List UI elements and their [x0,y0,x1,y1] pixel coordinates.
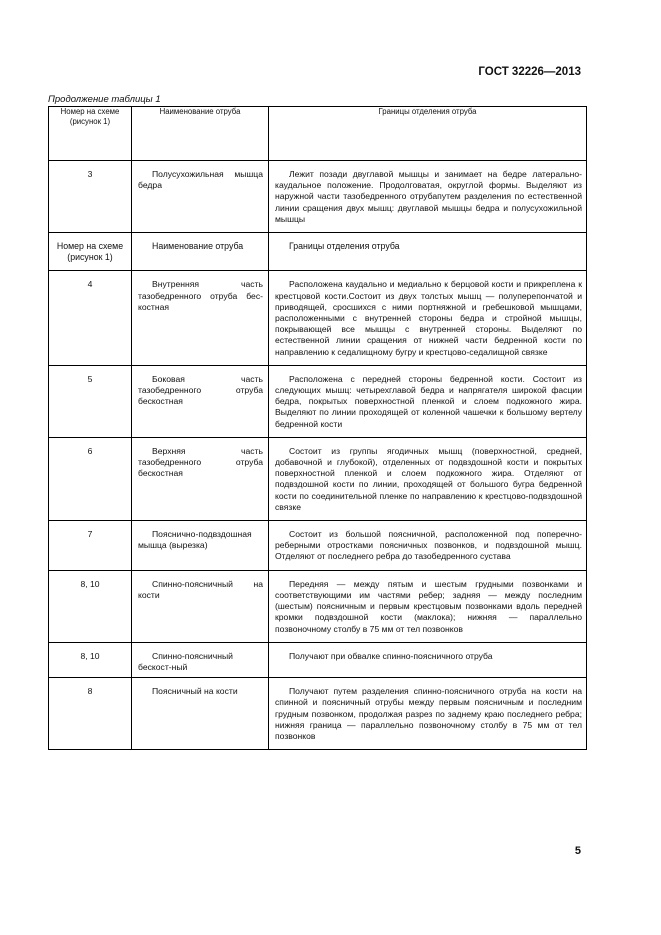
repeated-header-row [49,233,587,271]
table-row [49,678,587,750]
header-name: Наименование отруба [132,107,269,161]
row-name: Боковая часть тазобедренного отруба бескостная [138,373,263,407]
table-caption: Продолжение таблицы 1 [48,94,161,105]
standard-number: ГОСТ 32226—2013 [478,66,581,78]
row-description: Состоит из большой поясничной, расположенной под поперечно-реберными отростками поясничных позвонков, и подвздошной мышц. Отделяют от последнего ребра до тазобедренного сустава [275,529,582,562]
row-description: Лежит позади двуглавой мышцы и занимает на бедре латерально-каудальное положение. Продолговатая, округлой формы. Выделяют из наружной части тазобедренного отрубапутем разделения по естественной линии сращения двух мышц: двуглавой мышцы бедра и полусухожильной мышцы [275,169,582,224]
row-description: Расположена каудально и медиально к берцовой кости и прикреплена к крестцовой кости.Состоит из двух толстых мышц — полуперепончатой и приводящей, сросшихся с ними портняжной и гребешковой мышцами, расположенными с внутренней стороны бедра и стройной мышцы, покрывающей все мышцы с внутренней стороны. Выделяют по естественной линии сращения от нижней части бедренной кости по направлению к седалищному бугру и крестцово-седалищной связке [275,279,582,357]
table-header-row [49,107,587,161]
repeated-header-boundaries: Границы отделения отруба [289,241,400,252]
table-row [49,437,587,520]
header-boundaries: Границы отделения отруба [269,107,587,161]
row-number: 3 [87,169,93,179]
row-description: Состоит из группы ягодичных мышц (поверхностной, средней, добавочной и глубокой), отделенных от подвздошной кости и покрытых поверхностной пленкой и слоем подкожного жира. Отделяют от подвздошной кости по линии, проходящей от большого бугра бедренной кости по соединительной пленке по направлению к крестцово-подвздошной связке [275,445,582,512]
row-number: 6 [87,445,93,456]
row-description: Получают при обвалке спинно-поясничного отруба [289,650,493,661]
header-number [49,107,132,161]
row-number: 8, 10 [80,650,100,661]
table-row [49,570,587,642]
row-number: 7 [87,529,93,540]
row-description: Получают путем разделения спинно-поясничного отруба на кости на спинной и поясничный отрубы между первым поясничным и последним грудным позвонком, продолжая разрез по заднему краю последнего ребра; нижняя граница — параллельно позвоночному столбу в 75 мм от тел позвонков [275,686,582,741]
table-row [49,365,587,437]
row-number: 5 [87,373,93,384]
row-number: 8 [87,686,93,697]
row-name: Внутренняя часть тазобедренного отруба бес-костная [138,279,263,312]
repeated-header-number: Номер на схеме (рисунок 1) [56,241,124,263]
row-name: Поясничный на кости [152,686,238,697]
table-row [49,642,587,677]
row-name: Полусухожильная мышца бедра [138,169,263,191]
row-name: Спинно-поясничный бескост-ный [138,650,233,672]
row-description: Расположена с передней стороны бедренной кости. Состоит из следующих мышц: четырехглавой бедра и напрягателя широкой фасции бедра, покрытых поверхностной пленкой и слоем подкожного жира. Выделяют по линии проходящей от коленной чашечки к большому вертелу бедренной кости [275,373,582,429]
row-name: Верхняя часть тазобедренного отруба бескостная [138,445,263,479]
table-row [49,161,587,233]
table-row [49,271,587,365]
cuts-table [48,106,587,750]
row-description: Передняя — между пятым и шестым грудными позвонками и соответствующими им частями ребер; задняя — между последним (шестым) поясничным и первым крестцовым позвонками вдоль передней кромки подвздошной кости (маклока); нижняя — параллельно позвоночному столбу в 75 мм от тел позвонков [275,578,582,634]
row-number: 8, 10 [80,578,100,589]
row-number: 4 [87,279,93,290]
row-name: Пояснично-подвздошная мышца (вырезка) [138,529,252,551]
repeated-header-name: Наименование отруба [152,241,244,252]
table-row [49,521,587,571]
row-name: Спинно-поясничный на кости [138,578,263,600]
page-number: 5 [574,845,581,857]
header-number-text: Номер на схеме (рисунок 1) [60,107,120,126]
